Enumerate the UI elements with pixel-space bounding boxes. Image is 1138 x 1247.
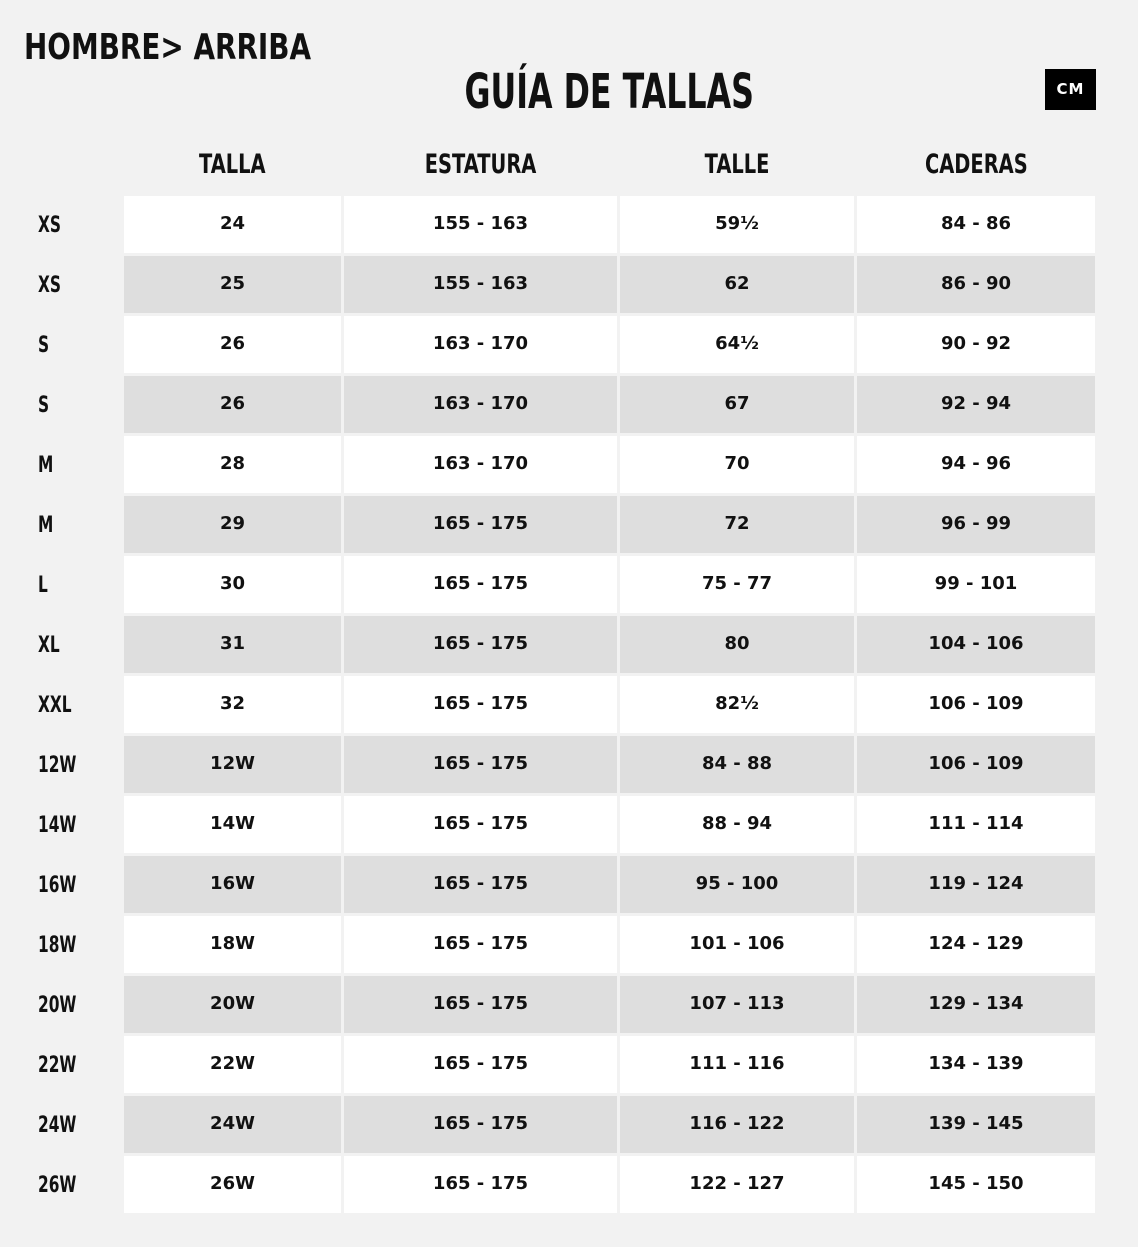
table-cell: 165 - 175: [344, 556, 617, 613]
table-cell: 28: [124, 436, 341, 493]
row-label-text: 20W: [38, 993, 77, 1018]
row-label: [38, 1156, 118, 1216]
row-label-text: 22W: [38, 1053, 77, 1078]
row-label-text: XS: [38, 213, 61, 238]
table-cell: 26: [124, 376, 341, 433]
row-label: [38, 1096, 118, 1156]
table-cell: 26: [124, 316, 341, 373]
table-cell: 165 - 175: [344, 616, 617, 673]
row-label-text: 26W: [38, 1173, 77, 1198]
row-label: [38, 256, 118, 316]
table-row: [124, 196, 1095, 253]
row-label: [38, 556, 118, 616]
table-cell: 72: [620, 496, 854, 553]
row-label-text: M: [38, 453, 54, 478]
table-cell: 124 - 129: [857, 916, 1095, 973]
column-header-label: ESTATURA: [424, 149, 537, 180]
row-label-text: 18W: [38, 933, 77, 958]
table-cell: 129 - 134: [857, 976, 1095, 1033]
table-row: [124, 736, 1095, 793]
row-label-text: M: [38, 513, 54, 538]
table-row: [124, 1036, 1095, 1093]
column-header-caderas: [857, 143, 1095, 187]
row-label: [38, 1036, 118, 1096]
column-header-talla: [124, 143, 341, 187]
table-cell: 20W: [124, 976, 341, 1033]
table-cell: 31: [124, 616, 341, 673]
row-labels: [38, 196, 118, 1216]
row-label: [38, 676, 118, 736]
row-label: [38, 496, 118, 556]
table-row: [124, 436, 1095, 493]
row-label: [38, 316, 118, 376]
table-row: [124, 1156, 1095, 1213]
row-label: [38, 616, 118, 676]
table-cell: 24W: [124, 1096, 341, 1153]
row-label-text: L: [38, 573, 48, 598]
table-cell: 145 - 150: [857, 1156, 1095, 1213]
column-header-label: TALLA: [199, 149, 266, 180]
table-cell: 94 - 96: [857, 436, 1095, 493]
column-header-label: CADERAS: [924, 149, 1028, 180]
table-cell: 12W: [124, 736, 341, 793]
table-row: [124, 796, 1095, 853]
table-cell: 106 - 109: [857, 676, 1095, 733]
table-cell: 165 - 175: [344, 916, 617, 973]
row-label-text: 12W: [38, 753, 77, 778]
table-cell: 62: [620, 256, 854, 313]
page-title-text: GUÍA DE TALLAS: [464, 64, 754, 120]
row-label-text: XL: [38, 633, 60, 658]
row-label-text: XXL: [38, 693, 72, 718]
table-cell: 163 - 170: [344, 436, 617, 493]
table-cell: 84 - 86: [857, 196, 1095, 253]
table-row: [124, 916, 1095, 973]
table-cell: 165 - 175: [344, 1156, 617, 1213]
row-label: [38, 376, 118, 436]
table-cell: 163 - 170: [344, 316, 617, 373]
size-table: [124, 196, 1095, 1216]
table-row: [124, 556, 1095, 613]
table-cell: 25: [124, 256, 341, 313]
row-label: [38, 916, 118, 976]
page-title: [0, 62, 1138, 122]
table-row: [124, 256, 1095, 313]
table-row: [124, 376, 1095, 433]
table-cell: 96 - 99: [857, 496, 1095, 553]
table-cell: 82½: [620, 676, 854, 733]
table-cell: 22W: [124, 1036, 341, 1093]
table-row: [124, 616, 1095, 673]
table-cell: 64½: [620, 316, 854, 373]
table-cell: 92 - 94: [857, 376, 1095, 433]
table-cell: 18W: [124, 916, 341, 973]
row-label: [38, 436, 118, 496]
table-cell: 139 - 145: [857, 1096, 1095, 1153]
table-row: [124, 1096, 1095, 1153]
table-row: [124, 316, 1095, 373]
table-row: [124, 976, 1095, 1033]
table-cell: 165 - 175: [344, 856, 617, 913]
table-cell: 14W: [124, 796, 341, 853]
table-row: [124, 856, 1095, 913]
table-cell: 119 - 124: [857, 856, 1095, 913]
table-cell: 88 - 94: [620, 796, 854, 853]
table-cell: 107 - 113: [620, 976, 854, 1033]
table-cell: 80: [620, 616, 854, 673]
table-cell: 67: [620, 376, 854, 433]
table-row: [124, 676, 1095, 733]
table-cell: 116 - 122: [620, 1096, 854, 1153]
row-label-text: 24W: [38, 1113, 77, 1138]
row-label-text: S: [38, 333, 50, 358]
unit-toggle-button[interactable]: CM: [1045, 69, 1096, 110]
table-cell: 16W: [124, 856, 341, 913]
table-cell: 155 - 163: [344, 256, 617, 313]
table-cell: 86 - 90: [857, 256, 1095, 313]
table-cell: 30: [124, 556, 341, 613]
row-label-text: 16W: [38, 873, 77, 898]
row-label: [38, 976, 118, 1036]
table-cell: 70: [620, 436, 854, 493]
table-cell: 165 - 175: [344, 496, 617, 553]
table-cell: 165 - 175: [344, 736, 617, 793]
row-label: [38, 796, 118, 856]
row-label-text: XS: [38, 273, 61, 298]
table-cell: 90 - 92: [857, 316, 1095, 373]
table-cell: 101 - 106: [620, 916, 854, 973]
table-cell: 59½: [620, 196, 854, 253]
table-cell: 104 - 106: [857, 616, 1095, 673]
column-header-estatura: [344, 143, 617, 187]
table-cell: 26W: [124, 1156, 341, 1213]
table-cell: 95 - 100: [620, 856, 854, 913]
table-cell: 75 - 77: [620, 556, 854, 613]
table-cell: 111 - 114: [857, 796, 1095, 853]
row-label: [38, 736, 118, 796]
column-header-talle: [620, 143, 854, 187]
table-cell: 165 - 175: [344, 1096, 617, 1153]
table-cell: 165 - 175: [344, 976, 617, 1033]
table-cell: 111 - 116: [620, 1036, 854, 1093]
column-header-label: TALLE: [704, 149, 770, 180]
table-cell: 99 - 101: [857, 556, 1095, 613]
table-cell: 165 - 175: [344, 1036, 617, 1093]
table-cell: 165 - 175: [344, 796, 617, 853]
table-cell: 134 - 139: [857, 1036, 1095, 1093]
table-cell: 24: [124, 196, 341, 253]
table-cell: 163 - 170: [344, 376, 617, 433]
table-cell: 106 - 109: [857, 736, 1095, 793]
table-cell: 155 - 163: [344, 196, 617, 253]
row-label: [38, 196, 118, 256]
table-row: [124, 496, 1095, 553]
breadcrumb: HOMBRE> ARRIBA: [24, 27, 312, 68]
row-label-text: S: [38, 393, 50, 418]
table-cell: 165 - 175: [344, 676, 617, 733]
row-label-text: 14W: [38, 813, 77, 838]
table-cell: 32: [124, 676, 341, 733]
table-cell: 122 - 127: [620, 1156, 854, 1213]
row-label: [38, 856, 118, 916]
table-cell: 84 - 88: [620, 736, 854, 793]
table-cell: 29: [124, 496, 341, 553]
